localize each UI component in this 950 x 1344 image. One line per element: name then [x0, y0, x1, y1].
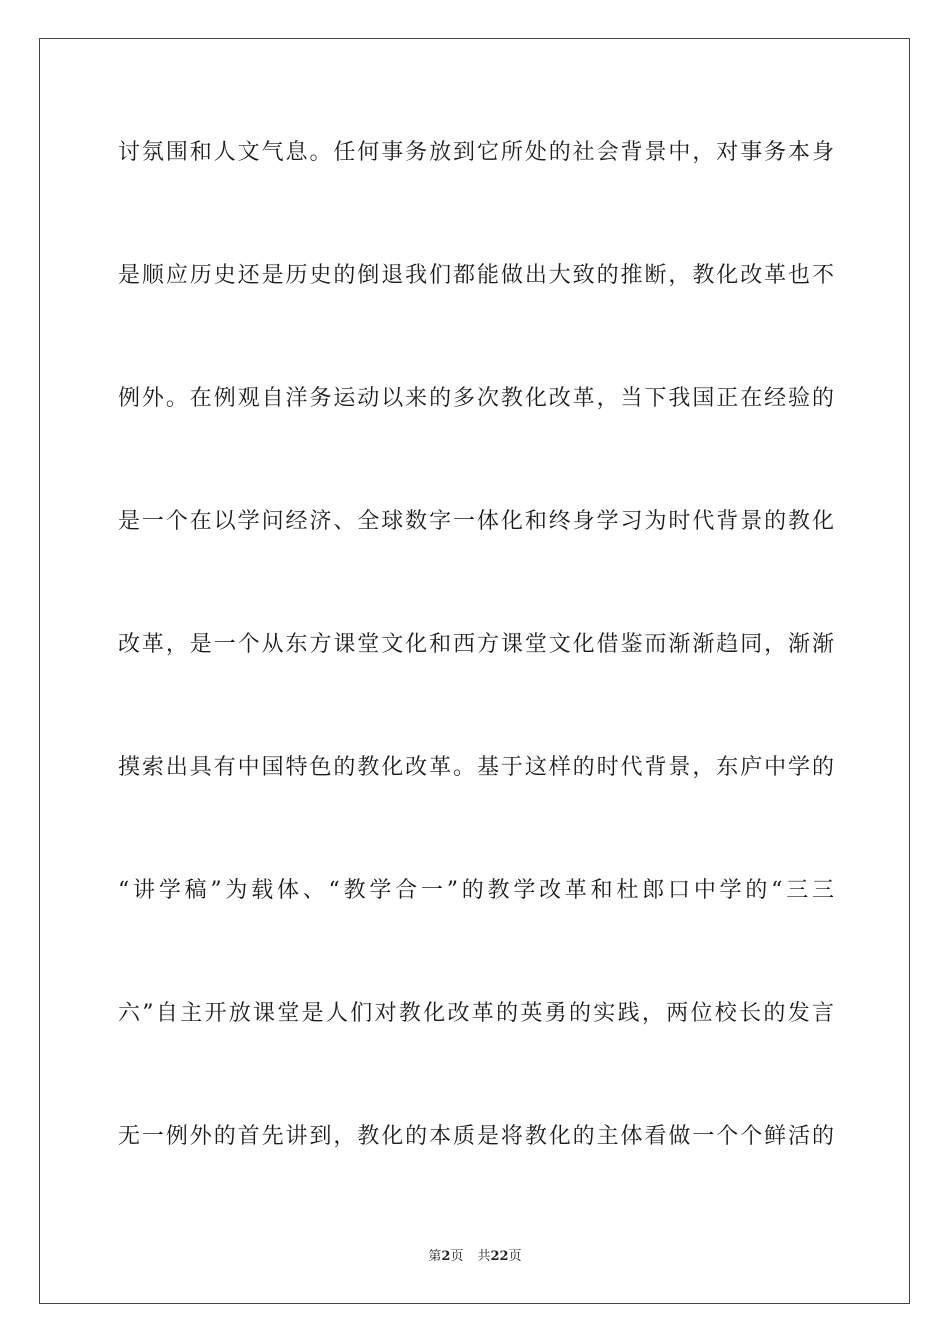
text-line: 摸索出具有中国特色的教化改革。基于这样的时代背景，东庐中学的: [118, 755, 834, 780]
page-suffix: 页: [450, 1249, 464, 1264]
text-line: 讨氛围和人文气息。任何事务放到它所处的社会背景中，对事务本身: [118, 140, 834, 165]
text-line: 例外。在例观自洋务运动以来的多次教化改革，当下我国正在经验的: [118, 386, 834, 411]
text-line: “讲学稿”为载体、“教学合一”的教学改革和杜郎口中学的“三三: [118, 878, 834, 903]
page-number: 2: [441, 1249, 451, 1264]
page-footer: [0, 1248, 950, 1266]
page-prefix: 第: [428, 1249, 442, 1264]
text-line: 六”自主开放课堂是人们对教化改革的英勇的实践，两位校长的发言: [118, 1001, 834, 1026]
text-line: 是一个在以学问经济、全球数字一体化和终身学习为时代背景的教化: [118, 509, 834, 534]
total-prefix: 共: [477, 1249, 491, 1264]
text-line: 是顺应历史还是历史的倒退我们都能做出大致的推断，教化改革也不: [118, 263, 834, 288]
text-line: 无一例外的首先讲到，教化的本质是将教化的主体看做一个个鲜活的: [118, 1124, 834, 1149]
total-suffix: 页: [508, 1249, 522, 1264]
text-line: 改革，是一个从东方课堂文化和西方课堂文化借鉴而渐渐趋同，渐渐: [118, 632, 834, 657]
body-text: [118, 126, 834, 1164]
total-pages: 22: [490, 1249, 509, 1264]
